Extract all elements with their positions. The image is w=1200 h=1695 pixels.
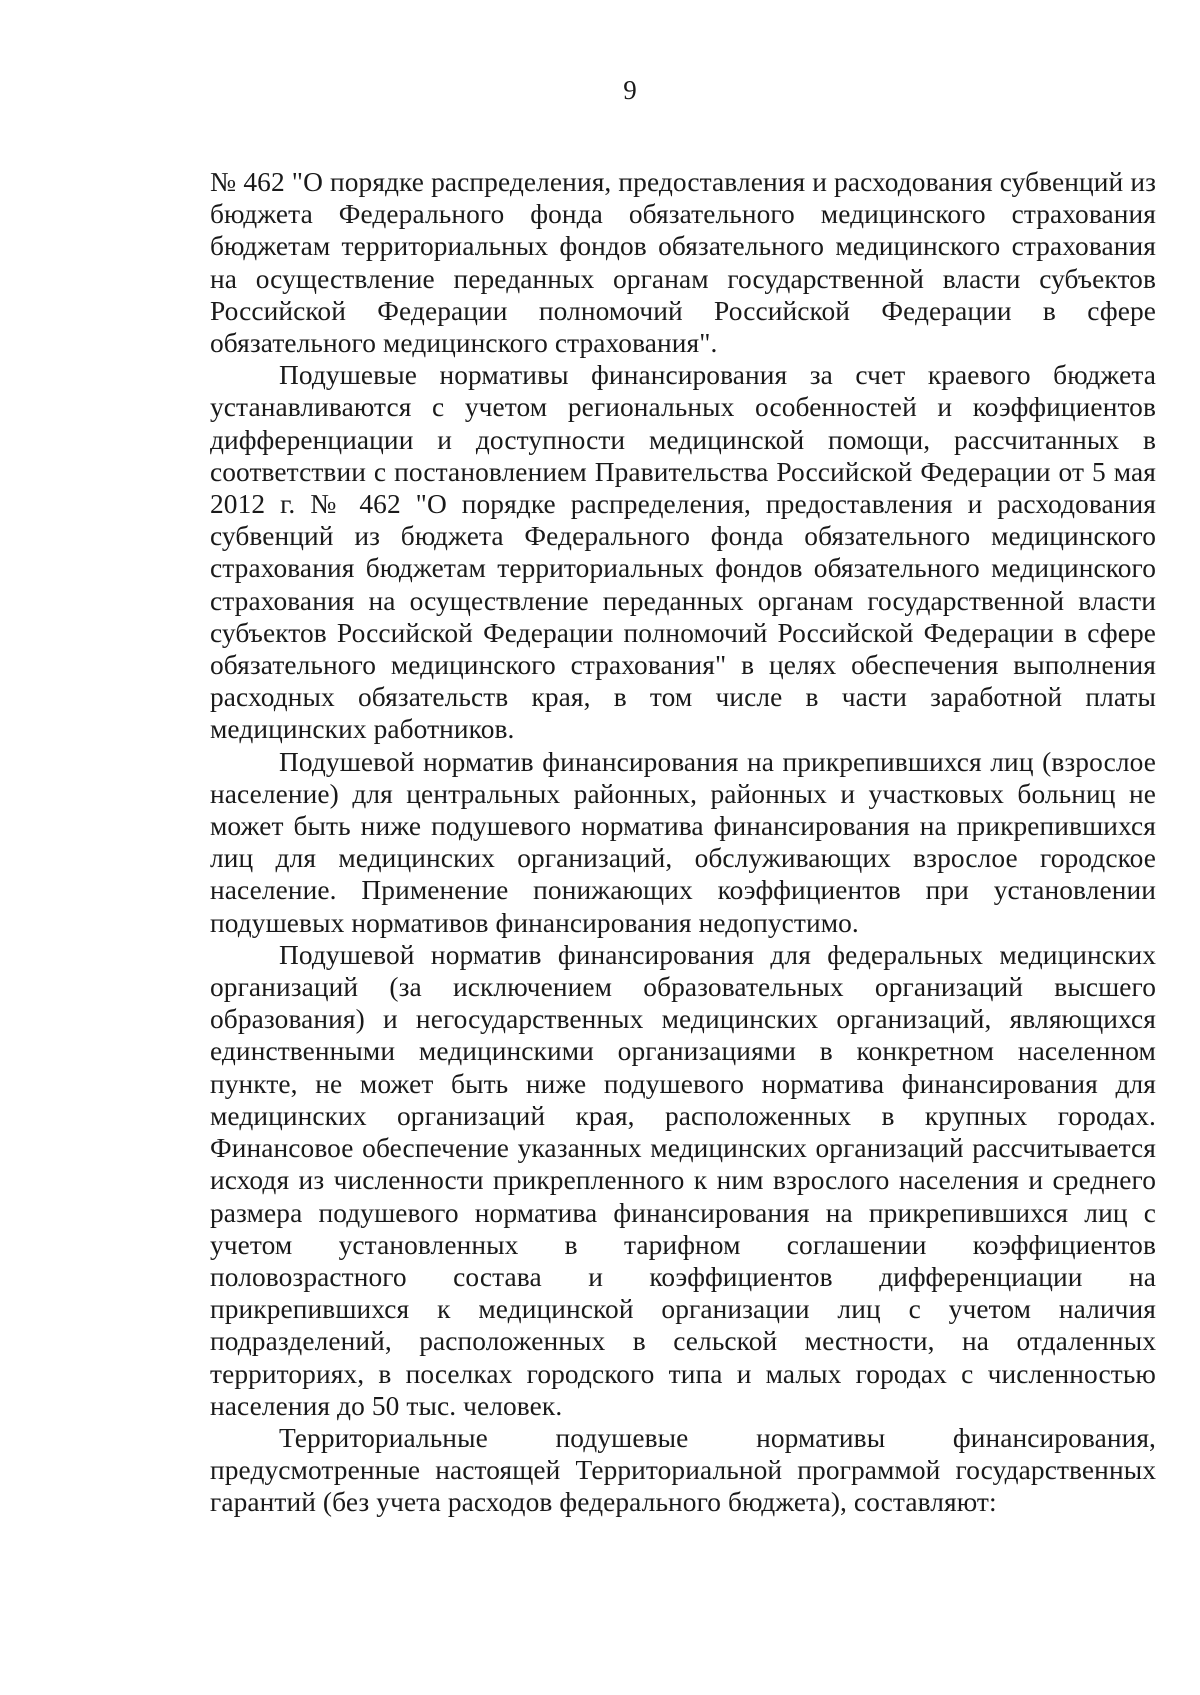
paragraph-territorial-norms: Территориальные подушевые нормативы финансирования, предусмотренные настоящей Территориальной программой государственных гарантий (без учета расходов федерального бюджета), составляют:	[210, 1422, 1156, 1518]
page-number: 9	[623, 75, 637, 105]
paragraph-federal-organizations: Подушевой норматив финансирования для федеральных медицинских организаций (за исключением образовательных организаций высшего образования) и негосударственных медицинских организаций, являющихся единственными медицинскими организациями в конкретном населенном пункте, не может быть ниже подушевого норматива финансирования для медицинских организаций края, расположенных в крупных городах. Финансовое обеспечение указанных медицинских организаций рассчитывается исходя из численности прикрепленного к ним взрослого населения и среднего размера подушевого норматива финансирования на прикрепившихся лиц с учетом установленных в тарифном соглашении коэффициентов половозрастного состава и коэффициентов дифференциации на прикрепившихся к медицинской организации лиц с учетом наличия подразделений, расположенных в сельской местности, на отдаленных территориях, в поселках городского типа и малых городах с численностью населения до 50 тыс. человек.	[210, 939, 1156, 1421]
paragraph-attached-adult-population: Подушевой норматив финансирования на прикрепившихся лиц (взрослое население) для центральных районных, районных и участковых больниц не может быть ниже подушевого норматива финансирования на прикрепившихся лиц для медицинских организаций, обслуживающих взрослое городское население. Применение понижающих коэффициентов при установлении подушевых нормативов финансирования недопустимо.	[210, 746, 1156, 938]
paragraph-per-capita-regional: Подушевые нормативы финансирования за счет краевого бюджета устанавливаются с учетом региональных особенностей и коэффициентов дифференциации и доступности медицинской помощи, рассчитанных в соответствии с постановлением Правительства Российской Федерации от 5 мая 2012 г. № 462 "О порядке распределения, предоставления и расходования субвенций из бюджета Федерального фонда обязательного медицинского страхования бюджетам территориальных фондов обязательного медицинского страхования на осуществление переданных органам государственной власти субъектов Российской Федерации полномочий Российской Федерации в сфере обязательного медицинского страхования" в целях обеспечения выполнения расходных обязательств края, в том числе в части заработной платы медицинских работников.	[210, 360, 1156, 745]
paragraph-continuation: № 462 "О порядке распределения, предоставления и расходования субвенций из бюджета Федерального фонда обязательного медицинского страхования бюджетам территориальных фондов обязательного медицинского страхования на осуществление переданных органам государственной власти субъектов Российской Федерации полномочий Российской Федерации в сфере обязательного медицинского страхования".	[210, 167, 1156, 359]
document-body	[210, 166, 1156, 1519]
